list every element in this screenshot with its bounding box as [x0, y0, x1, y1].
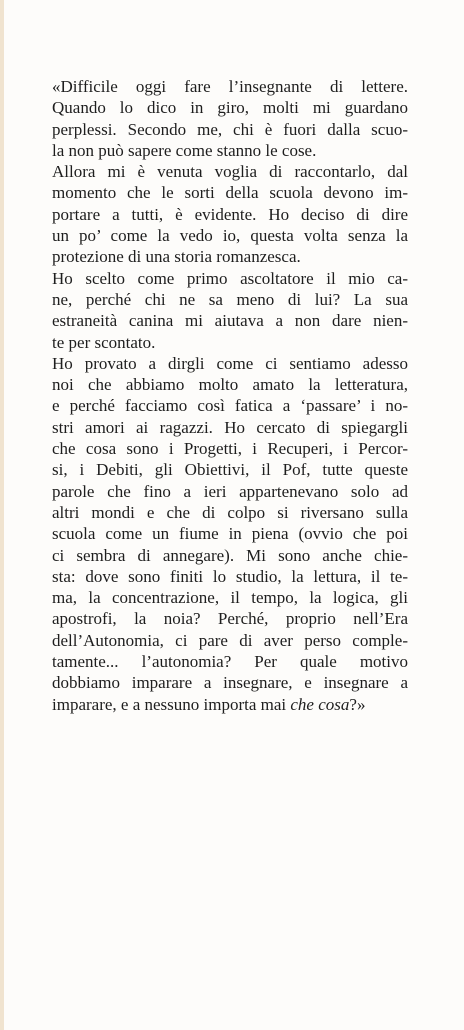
- text-line: scuola come un fiume in piena (ovvio che poi: [52, 524, 408, 544]
- page-edge: [0, 0, 4, 1030]
- text-line: si, i Debiti, gli Obiettivi, il Pof, tutte queste: [52, 460, 408, 480]
- text-line: ma, la concentrazione, il tempo, la logica, gli: [52, 588, 408, 608]
- italic-phrase: che cosa: [290, 694, 350, 714]
- text-line: estraneità canina mi aiutava a non dare nien-: [52, 311, 408, 331]
- text-line: Ho provato a dirgli come ci sentiamo adesso: [52, 353, 408, 373]
- text-line: Quando lo dico in giro, molti mi guardano: [52, 98, 408, 118]
- text-line: e perché facciamo così fatica a ‘passare’ i no-: [52, 396, 408, 416]
- text-line: perplessi. Secondo me, chi è fuori dalla scuo-: [52, 119, 408, 139]
- closing-quote: ?»: [349, 694, 366, 714]
- final-line-text: imparare, e a nessuno importa mai: [52, 694, 291, 714]
- text-line: ne, perché chi ne sa meno di lui? La sua: [52, 289, 408, 309]
- text-line: un po’ come la vedo io, questa volta senza la: [52, 226, 408, 246]
- text-line: dell’Autonomia, ci pare di aver perso comple-: [52, 630, 408, 650]
- text-line: la non può sapere come stanno le cose.: [52, 140, 317, 160]
- text-line: altri mondi e che di colpo si riversano sulla: [52, 502, 408, 522]
- text-line: apostrofi, la noia? Perché, proprio nell’Era: [52, 609, 408, 629]
- text-line: parole che fino a ieri appartenevano solo ad: [52, 481, 408, 501]
- text-line: portare a tutti, è evidente. Ho deciso di dire: [52, 204, 408, 224]
- text-line: stri amori ai ragazzi. Ho cercato di spiegargli: [52, 417, 408, 437]
- text-line: Allora mi è venuta voglia di raccontarlo, dal: [52, 162, 408, 182]
- text-line: momento che le sorti della scuola devono im-: [52, 183, 408, 203]
- final-text-line: [52, 694, 408, 715]
- text-line: sta: dove sono finiti lo studio, la lettura, il te-: [52, 566, 408, 586]
- text-line: tamente... l’autonomia? Per quale motivo: [52, 652, 408, 672]
- text-line: che cosa sono i Progetti, i Recuperi, i Percor-: [52, 439, 408, 459]
- text-line: te per scontato.: [52, 332, 156, 352]
- text-line: dobbiamo imparare a insegnare, e insegnare a: [52, 673, 408, 693]
- text-line: Ho scelto come primo ascoltatore il mio ca-: [52, 268, 408, 288]
- text-line: protezione di una storia romanzesca.: [52, 247, 301, 267]
- text-block: [52, 76, 408, 715]
- text-line: ci sembra di annegare). Mi sono anche chie-: [52, 545, 408, 565]
- text-line: «Difficile oggi fare l’insegnante di lettere.: [52, 77, 408, 96]
- text-line: noi che abbiamo molto amato la letteratura,: [52, 375, 408, 395]
